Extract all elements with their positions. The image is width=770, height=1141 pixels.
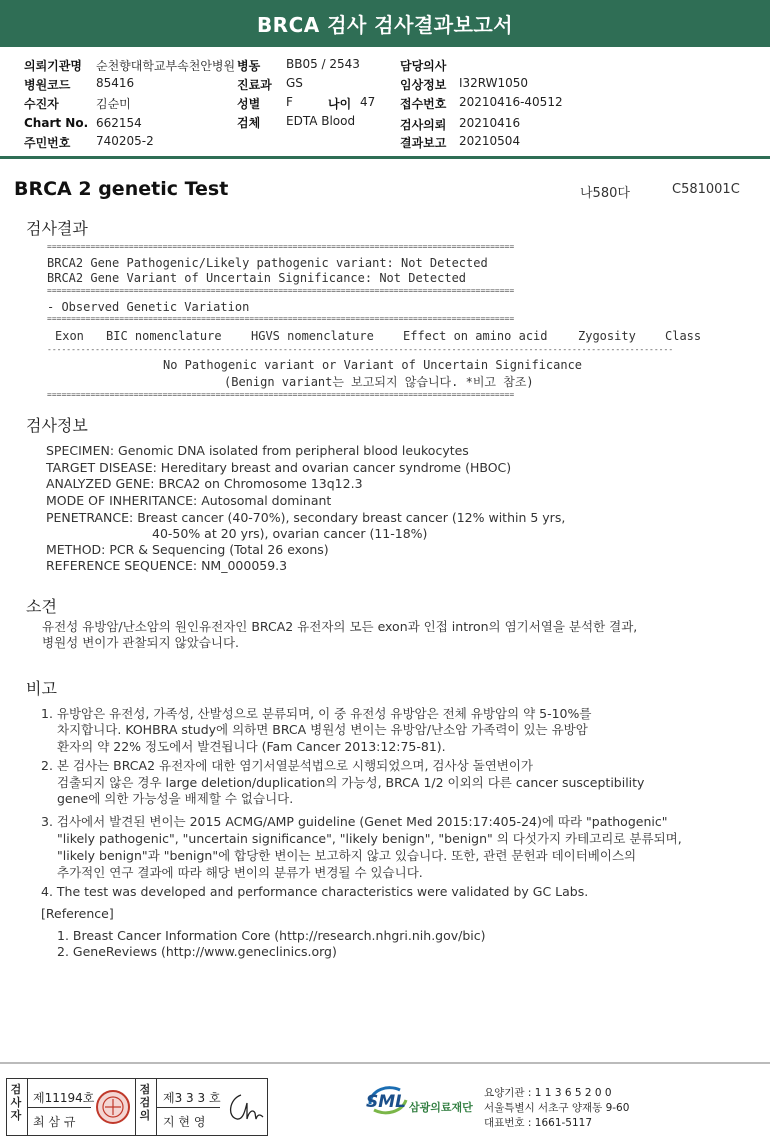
reference-1: 1. Breast Cancer Information Core (http://research.nhgri.nih.gov/bic) xyxy=(57,928,486,943)
reference-heading: [Reference] xyxy=(41,906,114,921)
request-value: 20210416 xyxy=(459,116,521,130)
sig-divider xyxy=(135,1079,136,1135)
test-title: BRCA 2 genetic Test xyxy=(14,178,229,200)
hospital-code-value: 85416 xyxy=(96,76,135,90)
phone: 대표번호 : 1661-5117 xyxy=(484,1117,593,1129)
institution-label: 의뢰기관명 xyxy=(24,59,82,73)
receipt-value: 20210416-40512 xyxy=(459,95,563,109)
report-title: BRCA 검사 검사결과보고서 xyxy=(256,13,514,37)
age-label: 나이 xyxy=(328,97,352,111)
institution-value: 순천향대학교부속천안병원 xyxy=(96,59,236,73)
report-title-bar xyxy=(0,0,770,50)
footer-divider xyxy=(0,1062,770,1064)
signature-box xyxy=(6,1078,268,1136)
chart-value: 662154 xyxy=(96,116,142,130)
patient-label: 수진자 xyxy=(24,97,59,111)
address: 서울특별시 서초구 양재동 9-60 xyxy=(484,1102,630,1114)
info-divider xyxy=(0,156,770,159)
clinical-value: I32RW1050 xyxy=(459,76,529,90)
sig-divider xyxy=(27,1107,91,1108)
chart-label: Chart No. xyxy=(24,116,89,130)
col-bic: BIC nomenclature xyxy=(106,329,222,343)
result-eq-line: ================================================================================================= xyxy=(47,286,515,295)
note-3-line-1: 3. 검사에서 발견된 변이는 2015 ACMG/AMP guideline (Genet Med 2015:17:405-24)에 따라 "pathogenic" xyxy=(41,814,668,829)
sex-value: F xyxy=(286,95,293,109)
info-penetrance-cont: 40-50% at 20 yrs), ovarian cancer (11-18%) xyxy=(152,526,428,541)
test-code-2: C581001C xyxy=(672,182,740,197)
info-analyzed-gene: ANALYZED GENE: BRCA2 on Chromosome 13q12.3 xyxy=(46,476,363,491)
inspector-signature-icon xyxy=(223,1089,265,1125)
result-eq-line: ================================================================================================= xyxy=(47,314,515,323)
note-2-line-2: 검출되지 않은 경우 large deletion/duplication의 가능성, BRCA 1/2 이외의 다른 cancer susceptibility xyxy=(57,775,645,790)
section-finding-heading: 소견 xyxy=(26,597,57,616)
result-dash-line: ---------------------------------------------------------------------------------------------------------------------------------- xyxy=(47,345,674,354)
col-exon: Exon xyxy=(55,329,84,343)
ward-value: BB05 / 2543 xyxy=(286,57,360,71)
note-3-line-3: "likely benign"과 "benign"에 합당한 변이는 보고하지 않고 있습니다. 또한, 관련 문헌과 데이터베이스의 xyxy=(57,848,637,863)
hospital-code-label: 병원코드 xyxy=(24,78,71,92)
dept-label: 진료과 xyxy=(237,78,272,92)
info-inheritance: MODE OF INHERITANCE: Autosomal dominant xyxy=(46,493,332,508)
test-code-1: 나580다 xyxy=(580,186,630,201)
finding-line-1: 유전성 유방암/난소암의 원인유전자인 BRCA2 유전자의 모든 exon과 인접 intron의 염기서열을 분석한 결과, xyxy=(42,619,638,634)
section-note-heading: 비고 xyxy=(26,679,57,698)
observed-variation: - Observed Genetic Variation xyxy=(47,300,250,314)
note-4: 4. The test was developed and performance characteristics were validated by GC Labs. xyxy=(41,884,589,899)
result-line-vus: BRCA2 Gene Variant of Uncertain Significance: Not Detected xyxy=(47,271,467,285)
result-eq-line: ================================================================================================= xyxy=(47,390,515,399)
result-eq-line: ================================================================================================= xyxy=(47,242,515,251)
result-report-value: 20210504 xyxy=(459,134,521,148)
examiner-license: 제11194호 xyxy=(33,1091,95,1105)
care-institution-no: 요양기관 : 1 1 3 6 5 2 0 0 xyxy=(484,1087,612,1099)
id-value: 740205-2 xyxy=(96,134,154,148)
note-1-line-2: 차지합니다. KOHBRA study에 의하면 BRCA 병원성 변이는 유방암/난소암 가족력이 있는 유방암 xyxy=(57,722,588,737)
note-3-line-4: 추가적인 연구 결과에 따라 해당 변이의 분류가 변경될 수 있습니다. xyxy=(57,865,423,880)
result-report-label: 결과보고 xyxy=(400,136,447,150)
info-specimen: SPECIMEN: Genomic DNA isolated from peripheral blood leukocytes xyxy=(46,443,469,458)
note-3-line-2: "likely pathogenic", "uncertain significance", "likely benign", "benign" 의 다섯가지 카테고리로 분류되며, xyxy=(57,831,682,846)
ward-label: 병동 xyxy=(237,59,261,73)
col-class: Class xyxy=(665,329,702,343)
info-method: METHOD: PCR & Sequencing (Total 26 exons) xyxy=(46,542,329,557)
note-1-line-3: 환자의 약 22% 정도에서 발견됩니다 (Fam Cancer 2013:12:75-81). xyxy=(57,739,446,754)
col-effect: Effect on amino acid xyxy=(403,329,548,343)
note-2-line-3: gene에 의한 가능성을 배제할 수 없습니다. xyxy=(57,791,294,806)
inspector-license: 제3 3 3 호 xyxy=(163,1091,221,1105)
sex-label: 성별 xyxy=(237,97,261,111)
finding-line-2: 병원성 변이가 관찰되지 않았습니다. xyxy=(42,635,240,650)
specimen-value: EDTA Blood xyxy=(286,114,356,128)
inspector-name: 지 현 영 xyxy=(163,1115,206,1129)
patient-value: 김순미 xyxy=(96,97,131,111)
section-result-heading: 검사결과 xyxy=(26,219,88,238)
examiner-seal-icon xyxy=(93,1087,133,1127)
sml-logo-text: SML xyxy=(366,1092,406,1112)
no-variant-line-2: (Benign variant는 보고되지 않습니다. *비고 참조) xyxy=(224,375,534,389)
note-2-line-1: 2. 본 검사는 BRCA2 유전자에 대한 염기서열분석법으로 시행되었으며, 검사상 돌연변이가 xyxy=(41,758,534,773)
specimen-label: 검체 xyxy=(237,116,261,130)
result-line-pathogenic: BRCA2 Gene Pathogenic/Likely pathogenic variant: Not Detected xyxy=(47,256,488,270)
col-hgvs: HGVS nomenclature xyxy=(251,329,374,343)
note-1-line-1: 1. 유방암은 유전성, 가족성, 산발성으로 분류되며, 이 중 유전성 유방암은 전체 유방암의 약 5-10%를 xyxy=(41,706,592,721)
section-info-heading: 검사정보 xyxy=(26,416,88,435)
info-target-disease: TARGET DISEASE: Hereditary breast and ovarian cancer syndrome (HBOC) xyxy=(46,460,512,475)
clinical-label: 임상정보 xyxy=(400,78,447,92)
dept-value: GS xyxy=(286,76,303,90)
receipt-label: 접수번호 xyxy=(400,97,447,111)
inspector-vertical-label: 점검의 xyxy=(139,1083,151,1122)
age-value: 47 xyxy=(360,95,376,109)
examiner-name: 최 삼 규 xyxy=(33,1115,76,1129)
examiner-vertical-label: 검사자 xyxy=(10,1083,22,1122)
request-label: 검사의뢰 xyxy=(400,118,447,132)
reference-2: 2. GeneReviews (http://www.geneclinics.org) xyxy=(57,944,337,959)
sml-logo-subtitle: 삼광의료재단 xyxy=(409,1101,473,1114)
doctor-label: 담당의사 xyxy=(400,59,447,73)
no-variant-line-1: No Pathogenic variant or Variant of Uncertain Significance xyxy=(163,358,583,372)
sig-divider xyxy=(156,1107,220,1108)
id-label: 주민번호 xyxy=(24,136,71,150)
info-penetrance: PENETRANCE: Breast cancer (40-70%), secondary breast cancer (12% within 5 yrs, xyxy=(46,510,566,525)
col-zygosity: Zygosity xyxy=(578,329,636,343)
info-reference-seq: REFERENCE SEQUENCE: NM_000059.3 xyxy=(46,558,288,573)
